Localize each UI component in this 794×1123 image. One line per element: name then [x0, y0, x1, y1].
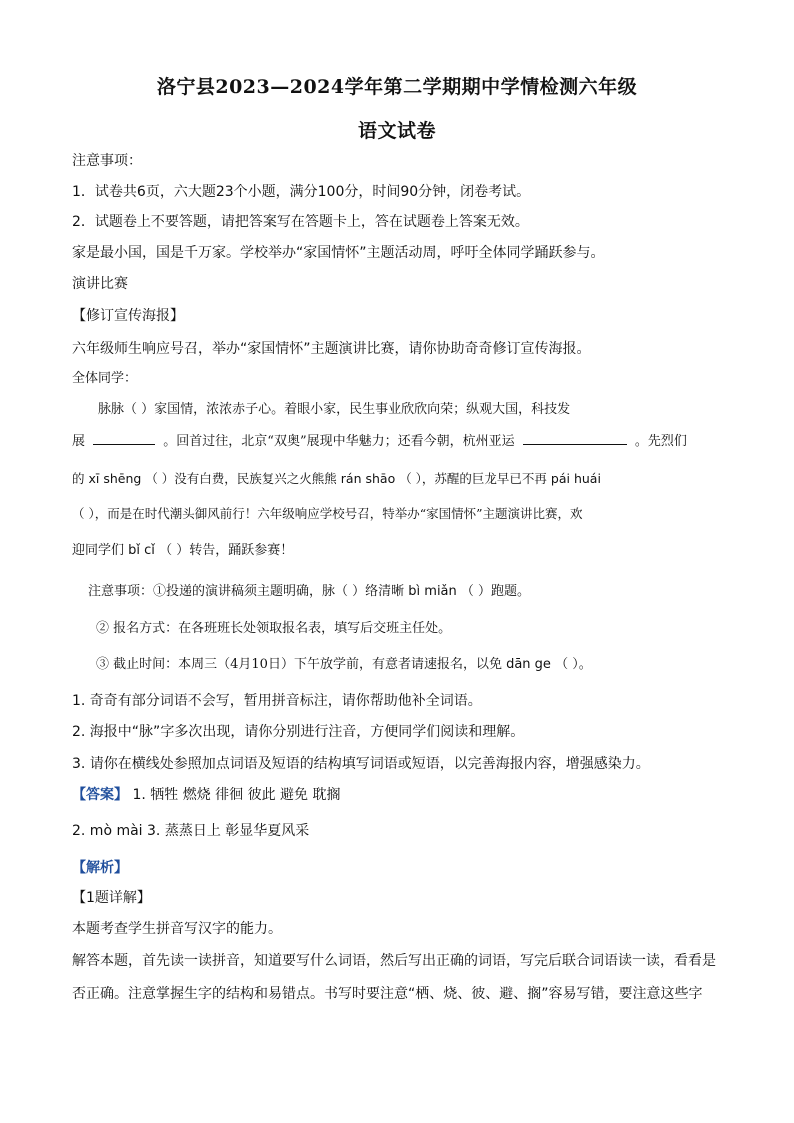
question-3: 3. 请你在横线处参照加点词语及短语的结构填写词语或短语，以完善海报内容，增强感染力。 — [72, 756, 650, 772]
pinyin-xisheng: xī shēng — [88, 471, 142, 486]
notice-item-2: 2．试题卷上不要答题，请把答案写在答题卡上，答在试题卷上答案无效。 — [72, 214, 529, 230]
task-heading: 【修订宣传海报】 — [72, 308, 184, 324]
poster-line-3-start: 的 — [72, 471, 85, 486]
poster-line-5-start: 迎同学们 — [72, 543, 125, 558]
analysis-1-line-b: 解答本题，首先读一读拼音，知道要写什么词语，然后写出正确的词语，写完后联合词语读一读，看看是 — [72, 953, 716, 969]
poster-note-2: ② 报名方式：在各班班长处领取报名表，填写后交班主任处。 — [96, 621, 452, 636]
answer-line-1 — [72, 786, 341, 804]
pinyin-paihuai: pái huái — [550, 471, 601, 486]
analysis-1-line-c: 否正确。注意掌握生字的结构和易错点。书写时要注意“栖、烧、彼、避、搁”容易写错，要注意这些字 — [72, 986, 703, 1002]
question-2: 2. 海报中“脉”字多次出现，请你分别进行注音，方便同学们阅读和理解。 — [72, 724, 525, 740]
section-title: 演讲比赛 — [72, 276, 128, 292]
poster-note-3 — [96, 656, 592, 674]
document-page — [72, 0, 722, 1123]
poster-line-2 — [72, 432, 687, 451]
answer-label: 【答案】 — [72, 787, 128, 803]
exam-title: 洛宁县2023—2024学年第二学期期中学情检测六年级 — [156, 76, 638, 98]
pinyin-ranshao: rán shāo — [340, 471, 396, 486]
poster-line-3-middle: （ ）没有白费，民族复兴之火熊熊 — [145, 471, 337, 486]
answer-1-text: 1. 牺牲 燃烧 徘徊 彼此 避免 耽搁 — [132, 787, 341, 803]
poster-line-5-end: （ ）转告，踊跃参赛！ — [159, 543, 294, 558]
task-description: 六年级师生响应号召，举办“家国情怀”主题演讲比赛，请你协助奇奇修订宣传海报。 — [72, 341, 591, 357]
poster-line-2-start: 展 — [72, 434, 86, 449]
analysis-label: 【解析】 — [72, 860, 128, 876]
notice-item-1: 1．试卷共6页，六大题23个小题，满分100分，时间90分钟，闭卷考试。 — [72, 184, 531, 200]
poster-note-1 — [88, 583, 530, 601]
notice-heading: 注意事项： — [72, 153, 142, 169]
question-1: 1. 奇奇有部分词语不会写，暂用拼音标注，请你帮助他补全词语。 — [72, 693, 482, 709]
poster-line-4: （ ），而是在时代潮头御风前行！六年级响应学校号召，特举办“家国情怀”主题演讲比赛，欢 — [72, 506, 583, 521]
poster-note-3-start: ③ 截止时间：本周三（4月10日）下午放学前，有意者请速报名，以免 — [96, 657, 502, 672]
fill-blank-2[interactable] — [523, 432, 627, 445]
pinyin-dange: dān ge — [506, 657, 551, 672]
intro-text: 家是最小国，国是千万家。学校举办“家国情怀”主题活动周，呼吁全体同学踊跃参与。 — [72, 245, 605, 261]
fill-blank-1[interactable] — [93, 432, 155, 445]
poster-line-2-end: 。先烈们 — [634, 434, 687, 449]
poster-note-3-end: （ ）。 — [555, 657, 592, 672]
poster-greeting: 全体同学： — [72, 371, 138, 386]
poster-note-1-start: 注意事项：①投递的演讲稿须主题明确，脉（ ）络清晰 — [88, 584, 405, 599]
exam-subtitle: 语文试卷 — [357, 120, 436, 142]
pinyin-bici: bǐ cǐ — [128, 543, 155, 558]
analysis-1-heading: 【1题详解】 — [72, 890, 151, 906]
poster-line-3 — [72, 470, 601, 488]
pinyin-bimian: bì miǎn — [408, 584, 457, 599]
analysis-1-line-a: 本题考查学生拼音写汉字的能力。 — [72, 921, 282, 937]
poster-line-1: 脉脉（ ）家国情，浓浓赤子心。着眼小家，民生事业欣欣向荣；纵观大国，科技发 — [98, 402, 571, 417]
poster-line-2-middle: 。回首过往，北京“双奥”展现中华魅力；还看今朝，杭州亚运 — [163, 434, 515, 449]
poster-line-5 — [72, 542, 293, 560]
answer-line-2: 2. mò mài 3. 蒸蒸日上 彰显华夏风采 — [72, 823, 310, 839]
poster-note-1-end: （ ）跑题。 — [460, 584, 531, 599]
poster-line-3-middle-2: （ ），苏醒的巨龙早已不再 — [399, 471, 547, 486]
